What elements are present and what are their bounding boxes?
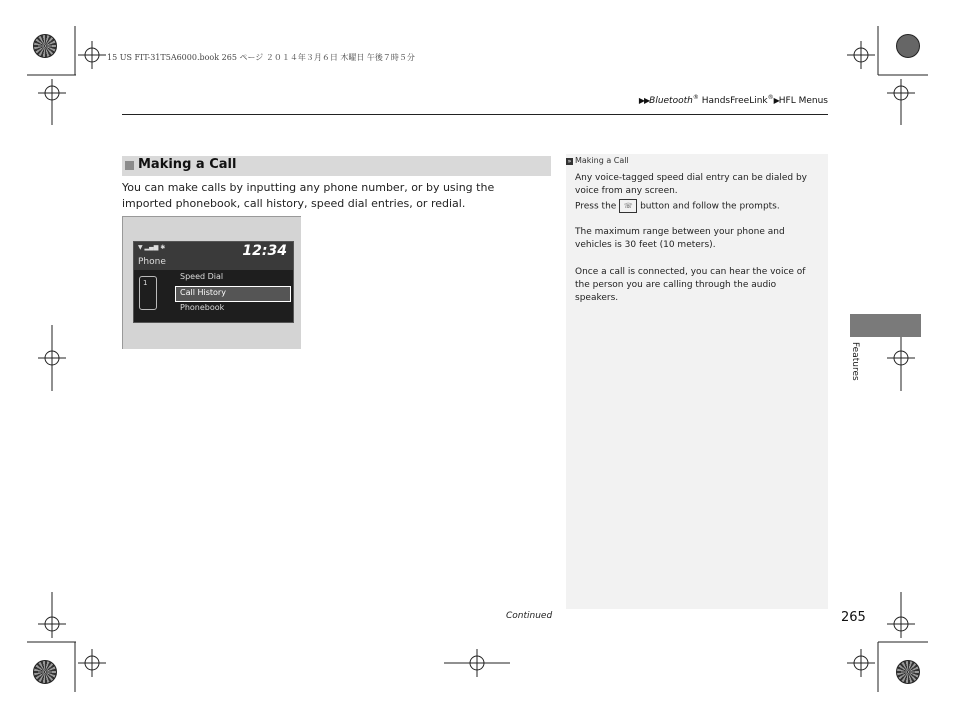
menu-item-phonebook: Phonebook	[180, 303, 225, 312]
breadcrumb-part2: HandsFreeLink	[698, 96, 768, 106]
chapter-tab	[850, 314, 921, 337]
talk-button-icon: ☏	[619, 199, 637, 213]
breadcrumb-part3: HFL Menus	[778, 96, 828, 106]
chapter-tab-label: Features	[850, 342, 860, 381]
sidebar-paragraph-2: Press the ☏ button and follow the prompts.	[575, 199, 820, 214]
continued-label: Continued	[506, 611, 553, 621]
menu-item-speed-dial: Speed Dial	[180, 272, 224, 281]
breadcrumb-arrow-icon: ▶▶	[638, 96, 650, 105]
breadcrumb-arrow-icon: ▶	[773, 96, 779, 105]
screen-title: Phone	[138, 257, 166, 267]
registered-mark: ®	[767, 94, 774, 101]
phone-screen-figure	[122, 216, 301, 349]
note-marker-icon: »	[567, 158, 572, 165]
sidebar-paragraph-1: Any voice-tagged speed dial entry can be dialed by voice from any screen.	[575, 173, 808, 196]
header-rule	[122, 114, 828, 115]
screen-clock: 12:34	[242, 243, 287, 259]
sidebar-title: » Making a Call	[567, 156, 629, 165]
menu-item-call-history-selected: Call History	[175, 286, 291, 302]
handset-icon	[139, 276, 157, 310]
signal-status-icon: ▼ ▂▄▆ ✱	[138, 244, 166, 251]
handset-digit: 1	[143, 279, 148, 287]
page-number: 265	[841, 610, 866, 625]
registered-mark: ®	[692, 94, 699, 101]
display-screen	[133, 241, 294, 323]
sidebar-paragraph-3: The maximum range between your phone and vehicles is 30 feet (10 meters).	[575, 227, 785, 250]
section-title: Making a Call	[138, 157, 237, 172]
breadcrumb	[639, 94, 828, 106]
section-body: You can make calls by inputting any phone number, or by using the imported phonebook, call history, speed dial entries, or redial.	[122, 181, 495, 210]
section-heading	[122, 156, 551, 176]
sidebar-note	[566, 154, 828, 609]
breadcrumb-part1: Bluetooth	[649, 96, 693, 106]
sidebar-paragraph-4: Once a call is connected, you can hear the voice of the person you are calling through the audio speakers.	[575, 267, 806, 303]
section-square-icon	[125, 161, 134, 170]
print-header: 15 US FIT-31T5A6000.book 265 ページ ２０１４年３月６日 木曜日 午後７時５分	[107, 53, 415, 62]
